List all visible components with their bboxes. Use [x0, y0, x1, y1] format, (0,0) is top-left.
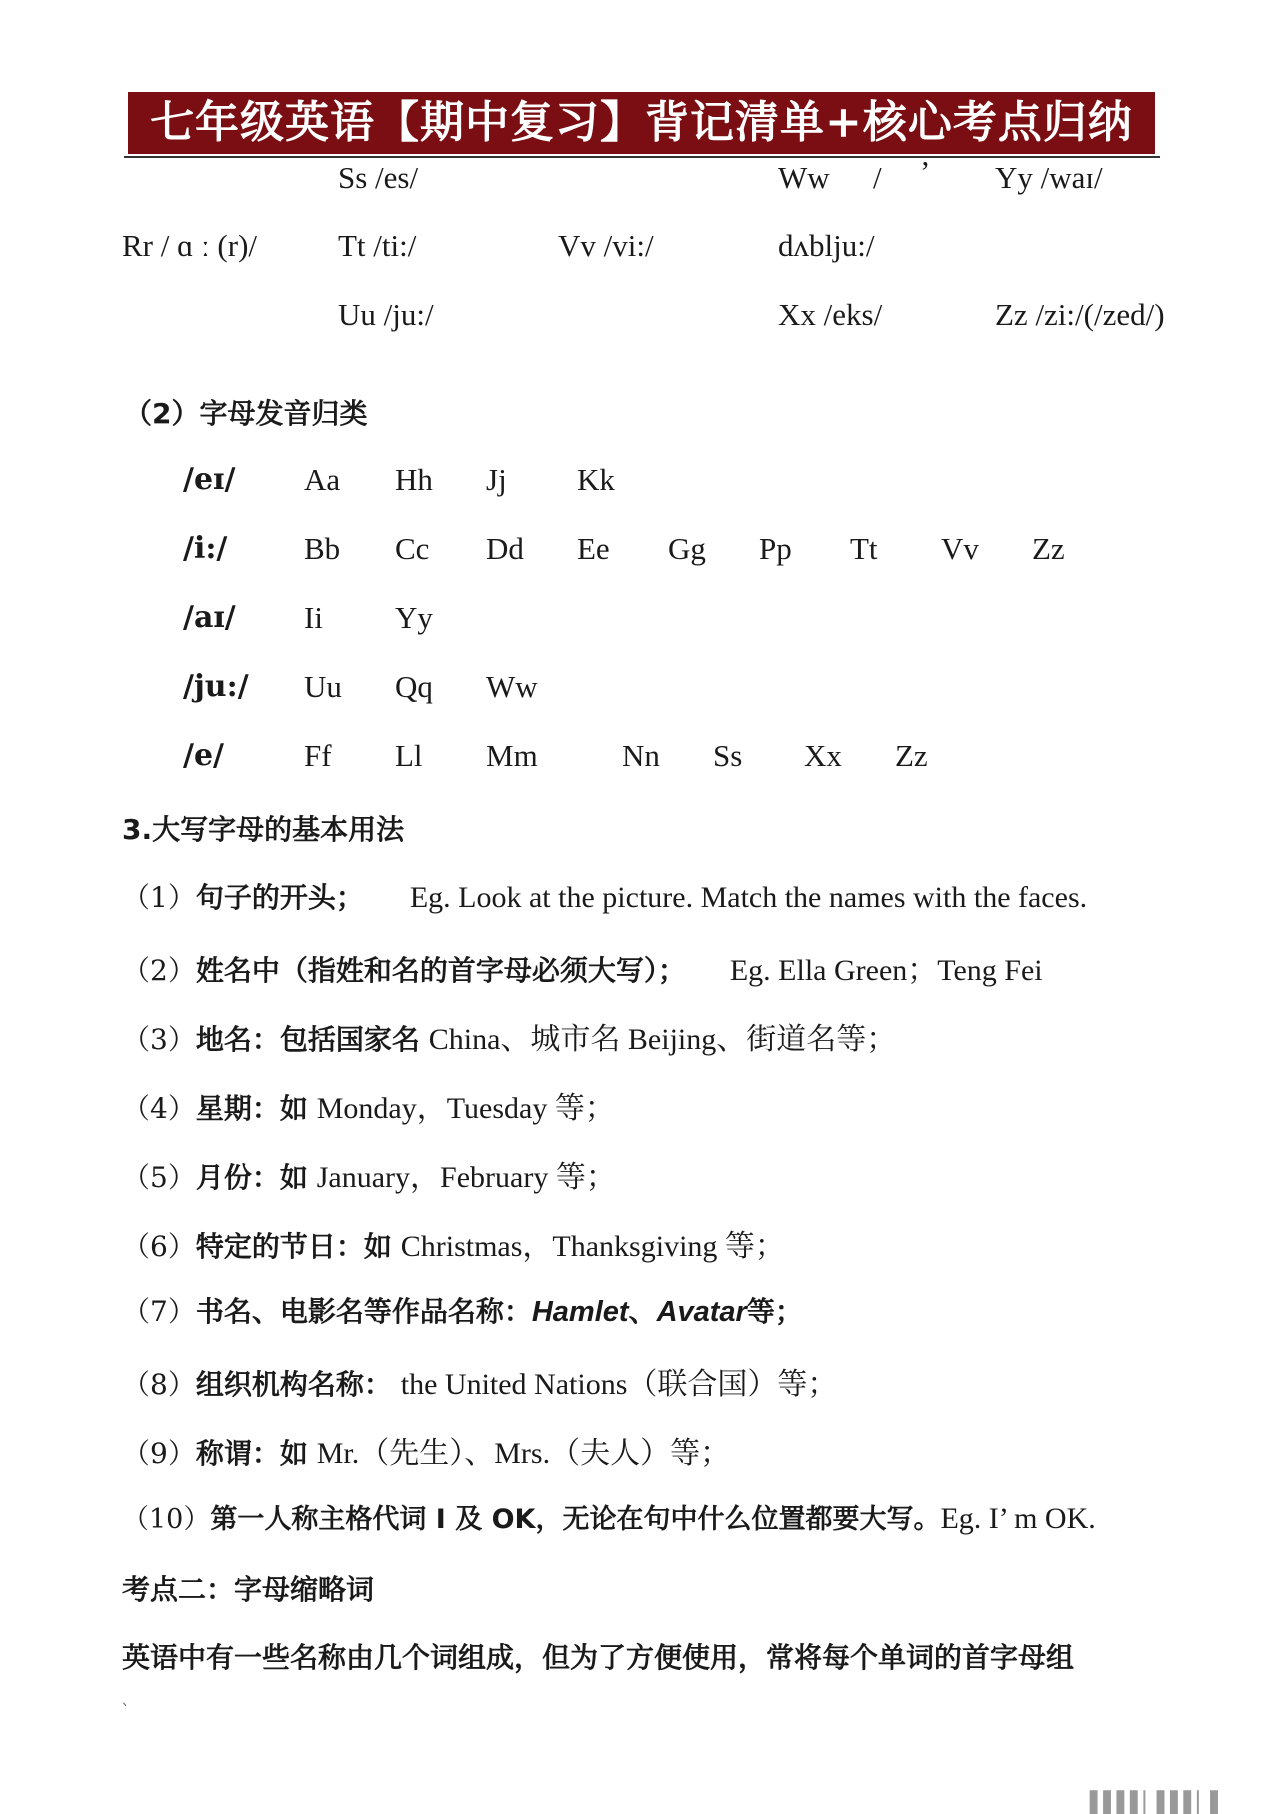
- rule-number: （2）: [122, 954, 196, 987]
- sound-letter: Ww: [486, 669, 538, 704]
- acronyms-paragraph: 英语中有一些名称由几个词组成，但为了方便使用，常将每个单词的首字母组: [122, 1641, 1075, 1674]
- section-heading-capitalization: 3.大写字母的基本用法: [122, 813, 405, 846]
- sound-letter: Nn: [622, 738, 660, 773]
- rule-example: Eg. Ella Green；Teng Fei: [729, 954, 1043, 987]
- sound-letter: Tt: [850, 531, 878, 566]
- rule-text: 月份：如: [195, 1161, 308, 1194]
- rule-number: （10）: [122, 1504, 211, 1535]
- sound-symbol: /e/: [183, 738, 225, 773]
- rule-line: [122, 1497, 1096, 1536]
- rule-text: 组织机构名称：: [195, 1368, 392, 1401]
- rule-number: （3）: [122, 1023, 196, 1056]
- rule-line: [122, 876, 1087, 916]
- watermark-barcode-icon: ▌▌▌▌▏▌▌▌▏▌: [1090, 1790, 1224, 1814]
- sound-letter: Ii: [304, 600, 323, 635]
- sound-letter: Bb: [304, 531, 341, 566]
- sound-letter: Ss: [713, 738, 743, 773]
- rule-example: Eg. Look at the picture. Match the names with the faces.: [409, 881, 1088, 914]
- rule-number: （1）: [122, 881, 196, 914]
- alphabet-cell: Ww: [778, 160, 830, 195]
- rule-line: [122, 1359, 837, 1403]
- sound-symbol: /ju:/: [183, 669, 249, 704]
- rule-example: the United Nations（联合国）等；: [400, 1368, 838, 1401]
- rule-line: [122, 1083, 615, 1127]
- page-title: 七年级英语【期中复习】背记清单+核心考点归纳: [128, 92, 1155, 154]
- rule-example: China、城市名 Beijing、街道名等；: [428, 1023, 897, 1056]
- sound-letter: Zz: [1032, 531, 1065, 566]
- sound-symbol: /i:/: [183, 531, 228, 566]
- rule-text: 句子的开头；: [195, 881, 364, 914]
- alphabet-cell: Xx /eks/: [778, 297, 883, 332]
- sound-letter: Aa: [304, 462, 341, 497]
- sound-letter: Ee: [577, 531, 610, 566]
- sound-letter: Ll: [395, 738, 423, 773]
- rule-separator: 、: [628, 1295, 657, 1328]
- sound-letter: Zz: [895, 738, 928, 773]
- sound-letter: Jj: [486, 462, 507, 497]
- rule-line: [122, 1290, 803, 1330]
- rule-line: [122, 1152, 616, 1196]
- rule-line: [122, 1221, 785, 1265]
- rule-number: （9）: [122, 1437, 196, 1470]
- title-divider: [124, 156, 1160, 158]
- rule-example-title: Hamlet: [531, 1296, 629, 1328]
- sound-letter: Ff: [304, 738, 332, 773]
- rule-line: [122, 945, 1043, 989]
- rule-text: 地名：包括国家名: [195, 1023, 420, 1056]
- alphabet-cell: /: [873, 160, 882, 195]
- rule-text: 书名、电影名等作品名称：: [195, 1295, 532, 1328]
- sound-symbol: /aɪ/: [183, 600, 236, 635]
- sound-letter: Xx: [804, 738, 842, 773]
- rule-tail: 等；: [746, 1295, 803, 1328]
- sound-letter: Pp: [759, 531, 792, 566]
- sound-letter: Dd: [486, 531, 524, 566]
- sound-letter: Qq: [395, 669, 433, 704]
- sound-letter: Yy: [395, 600, 433, 635]
- alphabet-cell: dʌblju:/: [778, 228, 875, 263]
- rule-example: Eg. I’ m OK.: [940, 1502, 1096, 1535]
- footer-mark: 、: [122, 1693, 136, 1709]
- rule-text: 第一人称主格代词 I 及 OK，无论在句中什么位置都要大写。: [210, 1504, 941, 1535]
- rule-number: （5）: [122, 1161, 196, 1194]
- sound-symbol: /eɪ/: [183, 462, 236, 497]
- rule-number: （8）: [122, 1368, 196, 1401]
- rule-text: 特定的节日：如: [195, 1230, 392, 1263]
- rule-text: 称谓：如: [195, 1437, 308, 1470]
- sound-letter: Uu: [304, 669, 342, 704]
- rule-text: 星期：如: [195, 1092, 308, 1125]
- alphabet-cell: Rr / ɑ ː (r)/: [122, 228, 258, 263]
- alphabet-cell: Uu /ju:/: [338, 297, 434, 332]
- rule-line: [122, 1428, 730, 1472]
- rule-example: Monday，Tuesday 等；: [316, 1092, 615, 1125]
- rule-text: 姓名中（指姓和名的首字母必须大写）；: [195, 954, 686, 987]
- alphabet-cell: Zz /zi:/(/zed/): [995, 297, 1165, 332]
- sound-letter: Mm: [486, 738, 538, 773]
- rule-number: （6）: [122, 1230, 196, 1263]
- rule-example: Christmas，Thanksgiving 等；: [400, 1230, 785, 1263]
- rule-example-title: Avatar: [656, 1296, 747, 1328]
- alphabet-cell: Vv /vi:/: [558, 228, 654, 263]
- alphabet-cell: Ss /es/: [338, 160, 419, 195]
- rule-number: （7）: [122, 1295, 196, 1328]
- rule-example: Mr.（先生）、Mrs.（夫人）等；: [316, 1437, 731, 1470]
- alphabet-cell: ’: [920, 154, 931, 189]
- sound-letter: Cc: [395, 531, 430, 566]
- section-heading-letter-sounds: （2）字母发音归类: [124, 397, 368, 430]
- rule-example: January，February 等；: [316, 1161, 616, 1194]
- rule-number: （4）: [122, 1092, 196, 1125]
- sound-letter: Hh: [395, 462, 433, 497]
- sound-letter: Kk: [577, 462, 615, 497]
- alphabet-cell: Yy /waɪ/: [995, 160, 1103, 195]
- section-heading-acronyms: 考点二：字母缩略词: [122, 1573, 375, 1606]
- alphabet-cell: Tt /ti:/: [338, 228, 417, 263]
- rule-line: [122, 1014, 896, 1058]
- sound-letter: Vv: [941, 531, 979, 566]
- sound-letter: Gg: [668, 531, 706, 566]
